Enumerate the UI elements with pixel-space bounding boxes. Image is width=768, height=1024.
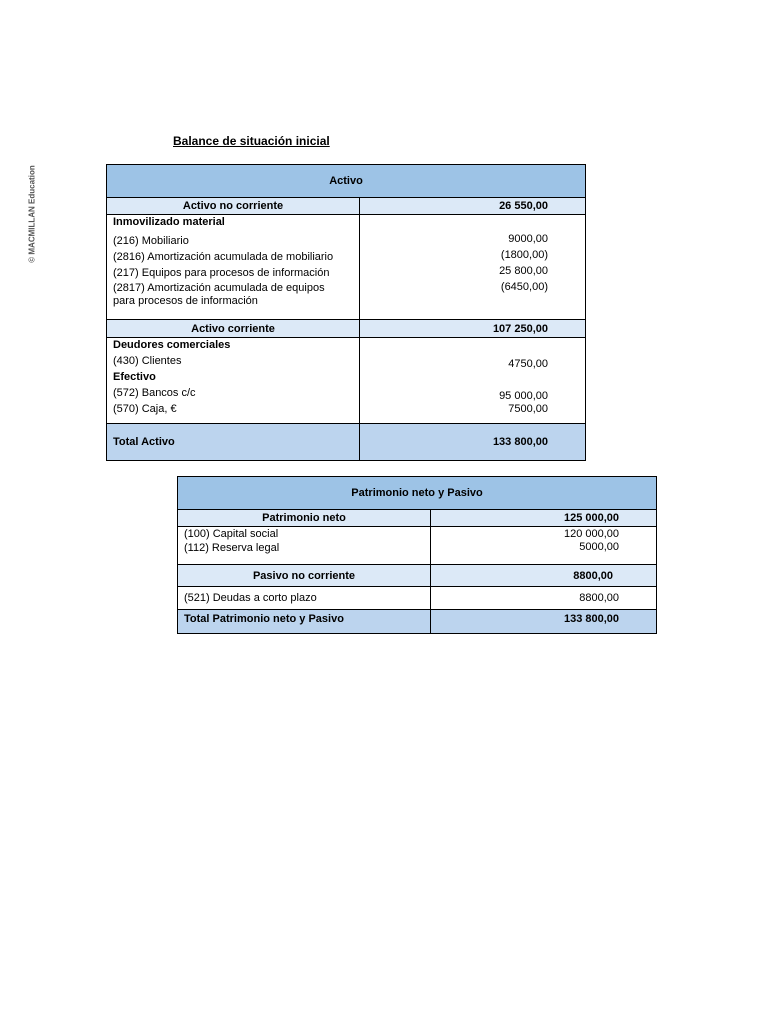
item-value: (6450,00) (500, 281, 548, 293)
page-title: Balance de situación inicial (173, 134, 330, 148)
patrimonio-neto-detail-row (178, 527, 657, 565)
patrimonio-neto-total: 125 000,00 (431, 510, 657, 527)
item-value: 7500,00 (508, 403, 548, 415)
item-label: (112) Reserva legal (184, 542, 280, 554)
patrimonio-neto-row (178, 510, 657, 527)
pasivo-no-corriente-total: 8800,00 (431, 565, 657, 587)
item-label: (2817) Amortización acumulada de equipos (113, 282, 325, 294)
item-label: (570) Caja, € (113, 403, 177, 415)
total-activo-value: 133 800,00 (360, 424, 586, 461)
item-label: (2816) Amortización acumulada de mobiliario (113, 251, 334, 263)
activo-corriente-values (360, 338, 586, 424)
patrimonio-neto-labels (178, 527, 431, 565)
activo-corriente-labels (107, 338, 360, 424)
pasivo-no-corriente-label: Pasivo no corriente (178, 565, 431, 587)
activo-corriente-row (107, 320, 586, 338)
copyright-watermark (24, 162, 40, 266)
activo-header-row (107, 165, 586, 198)
pasivo-table (177, 476, 657, 634)
item-value: 95 000,00 (499, 390, 548, 402)
total-activo-label: Total Activo (107, 424, 360, 461)
inmovilizado-row (107, 215, 586, 320)
total-pasivo-label: Total Patrimonio neto y Pasivo (178, 610, 431, 634)
inmovilizado-values (360, 215, 586, 320)
activo-corriente-label: Activo corriente (107, 320, 360, 338)
item-label: (572) Bancos c/c (113, 387, 196, 399)
activo-corriente-total: 107 250,00 (360, 320, 586, 338)
total-activo-row (107, 424, 586, 461)
activo-no-corriente-row (107, 198, 586, 215)
item-label: para procesos de información (113, 295, 258, 307)
deudores-heading: Deudores comerciales (113, 339, 231, 351)
watermark-text: © MACMILLAN Education (27, 165, 37, 263)
total-pasivo-value: 133 800,00 (431, 610, 657, 634)
activo-corriente-detail-row (107, 338, 586, 424)
activo-no-corriente-total: 26 550,00 (360, 198, 586, 215)
inmovilizado-heading: Inmovilizado material (113, 216, 225, 228)
pasivo-header: Patrimonio neto y Pasivo (178, 477, 657, 510)
pasivo-header-row (178, 477, 657, 510)
activo-no-corriente-label: Activo no corriente (107, 198, 360, 215)
item-value: 8800,00 (431, 587, 657, 610)
pasivo-no-corriente-detail-row (178, 587, 657, 610)
item-value: 120 000,00 (563, 528, 620, 540)
item-label: (216) Mobiliario (113, 235, 189, 247)
item-label: (521) Deudas a corto plazo (178, 587, 431, 610)
item-value: 5000,00 (579, 541, 620, 553)
patrimonio-neto-values (431, 527, 657, 565)
activo-table (106, 164, 586, 461)
pasivo-no-corriente-row (178, 565, 657, 587)
inmovilizado-labels (107, 215, 360, 320)
item-label: (430) Clientes (113, 355, 182, 367)
total-pasivo-row (178, 610, 657, 634)
patrimonio-neto-label: Patrimonio neto (178, 510, 431, 527)
item-value: 25 800,00 (499, 265, 548, 277)
item-value: 9000,00 (508, 233, 548, 245)
item-value: (1800,00) (500, 249, 548, 261)
activo-header: Activo (107, 165, 586, 198)
item-label: (100) Capital social (184, 528, 279, 540)
efectivo-heading: Efectivo (113, 371, 156, 383)
item-label: (217) Equipos para procesos de información (113, 267, 330, 279)
item-value: 4750,00 (508, 358, 548, 370)
